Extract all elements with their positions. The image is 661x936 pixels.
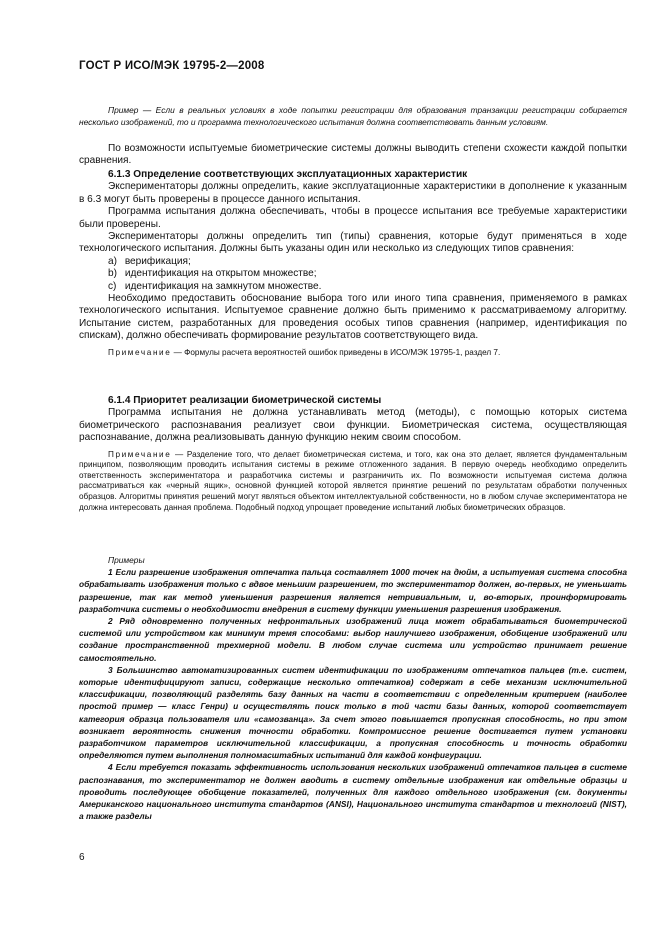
list-item-text: идентификация на замкнутом множестве.: [124, 280, 322, 292]
note-6-1-3: [79, 348, 627, 359]
section-6-1-4: [79, 395, 627, 513]
list-item-label: a): [108, 255, 117, 267]
section-6-1-3-p3: Экспериментаторы должны определить тип (типы) сравнения, которые будут применяться в ходе технологического испытания. Должны быть указаны один или несколько из следующих типов сравнения:: [79, 231, 627, 255]
examples-block: [79, 554, 627, 822]
example-top-text: Пример — Если в реальных условиях в ходе попытки регистрации для образования транзакции регистрации собирается несколько изображений, то и программа технологического испытания должна соответствовать данным условиям.: [79, 105, 627, 128]
note-text: — Формулы расчета вероятностей ошибок приведены в ИСО/МЭК 19795-1, раздел 7.: [171, 347, 501, 357]
para-similarity-text: По возможности испытуемые биометрические системы должны выводить степени схожести каждой попытки сравнения.: [79, 143, 627, 167]
comparison-type-list: [79, 256, 627, 293]
section-6-1-3: [79, 169, 627, 358]
example-item: 2 Ряд одновременно полученных нефронтальных изображений лица может обрабатываться биометрической системой или устройством как минимум тремя способами: выбор наилучшего изображения, обобщение изображений или создание пространственной трехмерной модели. В любом случае система или устройство принимает решение самостоятельно.: [79, 616, 627, 663]
list-item-label: c): [108, 280, 117, 292]
list-item-text: идентификация на открытом множестве;: [124, 268, 317, 280]
example-item: 4 Если требуется показать эффективность использования нескольких изображений отпечатков пальцев в системе распознавания, то экспериментатор не должен вводить в систему отдельные изображения как отдельные образцы и проводить последующее обобщение показателей, полученных для каждого отдельного изображения (см. документы Американского национального института стандартов (ANSI), Национального института стандартов и технологий (NIST), а также разделы: [79, 762, 627, 822]
example-item: 3 Большинство автоматизированных систем идентификации по изображениям отпечатков пальцев (т.е. систем, которые идентифицируют записи, содержащие несколько отпечатков) содержат в себе механизм исключительной классификации, позволяющий разделять базу данных на части в соответствии с определенным критерием (наиболее простой пример — класс Генри) и осуществлять поиск только в той части базы данных, которой соответствует категория образца пользователя или «самозванца». За счет этого повышается пропускная способность, но при этом возникает вероятность снижения точности обработки. Компромиссное решение достигается путем установки разработчиком параметров исключительной классификации, а пропускная способность и точность обработки определяются путем выполнения полномасштабных испытаний для каждой конфигурации.: [79, 664, 627, 761]
examples-title: Примеры: [108, 555, 145, 565]
document-header: ГОСТ Р ИСО/МЭК 19795-2—2008: [79, 60, 265, 72]
section-6-1-3-p1: Экспериментаторы должны определить, какие эксплуатационные характеристики в дополнение к указанным в 6.3 могут быть проверены в процессе данного испытания.: [79, 181, 627, 205]
section-6-1-3-heading: 6.1.3 Определение соответствующих эксплуатационных характеристик: [108, 169, 468, 180]
example-top: [79, 104, 627, 128]
note-label: Примечание: [108, 449, 172, 459]
section-6-1-4-heading: 6.1.4 Приоритет реализации биометрической системы: [108, 395, 382, 406]
example-item: 1 Если разрешение изображения отпечатка пальца составляет 1000 точек на дюйм, а испытуемая система способна обрабатывать изображения только с вдвое меньшим разрешением, то экспериментатор должен, во-первых, не уменьшать разрешение, так как метод уменьшения разрешения является нетривиальным, и, во-вторых, проинформировать разработчика системы о необходимости внедрения в систему функции уменьшения разрешения изображения.: [79, 567, 627, 614]
note-6-1-4: [79, 450, 627, 514]
list-item-label: b): [108, 268, 117, 280]
section-6-1-3-p2: Программа испытания должна обеспечивать, чтобы в процессе испытания все требуемые характеристики были проверены.: [79, 206, 627, 230]
note-text: — Разделение того, что делает биометрическая система, и того, как она это делает, является фундаментальным принципом, позволяющим проводить испытания системы в режиме отложенного задания. В первую очередь необходимо определить ответственность экспериментатора и разработчика системы и разграничить их. По возможности испытуемая система должна рассматриваться как «черный ящик», основной функцией которой является принятие решений по результатам обработки полученных образцов. Алгоритмы принятия решений могут являться объектом интеллектуальной собственности, но в любом случае экспериментатора не должна интересовать данная проблема. Подобный подход упрощает проведение испытаний любых биометрических образцов.: [79, 449, 627, 512]
note-label: Примечание: [108, 347, 172, 357]
list-item: [108, 256, 627, 268]
list-item: [108, 281, 627, 293]
section-6-1-3-p4: Необходимо предоставить обоснование выбора того или иного типа сравнения, применяемого в рамках технологического испытания. Испытуемое сравнение должно быть применимо к рассматриваемому алгоритму. Испытание систем, разработанных для проведения особых типов сравнения (например, идентификация по спискам), должно обеспечивать формирование результатов соответствующего вида.: [79, 293, 627, 342]
list-item: [108, 268, 627, 280]
page-number: 6: [79, 852, 85, 863]
section-6-1-4-p1: Программа испытания не должна устанавливать метод (методы), с помощью которых система биометрического распознавания реализует свои функции. Биометрическая система, осуществляющая распознавание, должна реализовывать данную функцию неким своим способом.: [79, 407, 627, 444]
list-item-text: верификация;: [124, 255, 191, 267]
para-similarity: [79, 143, 627, 168]
